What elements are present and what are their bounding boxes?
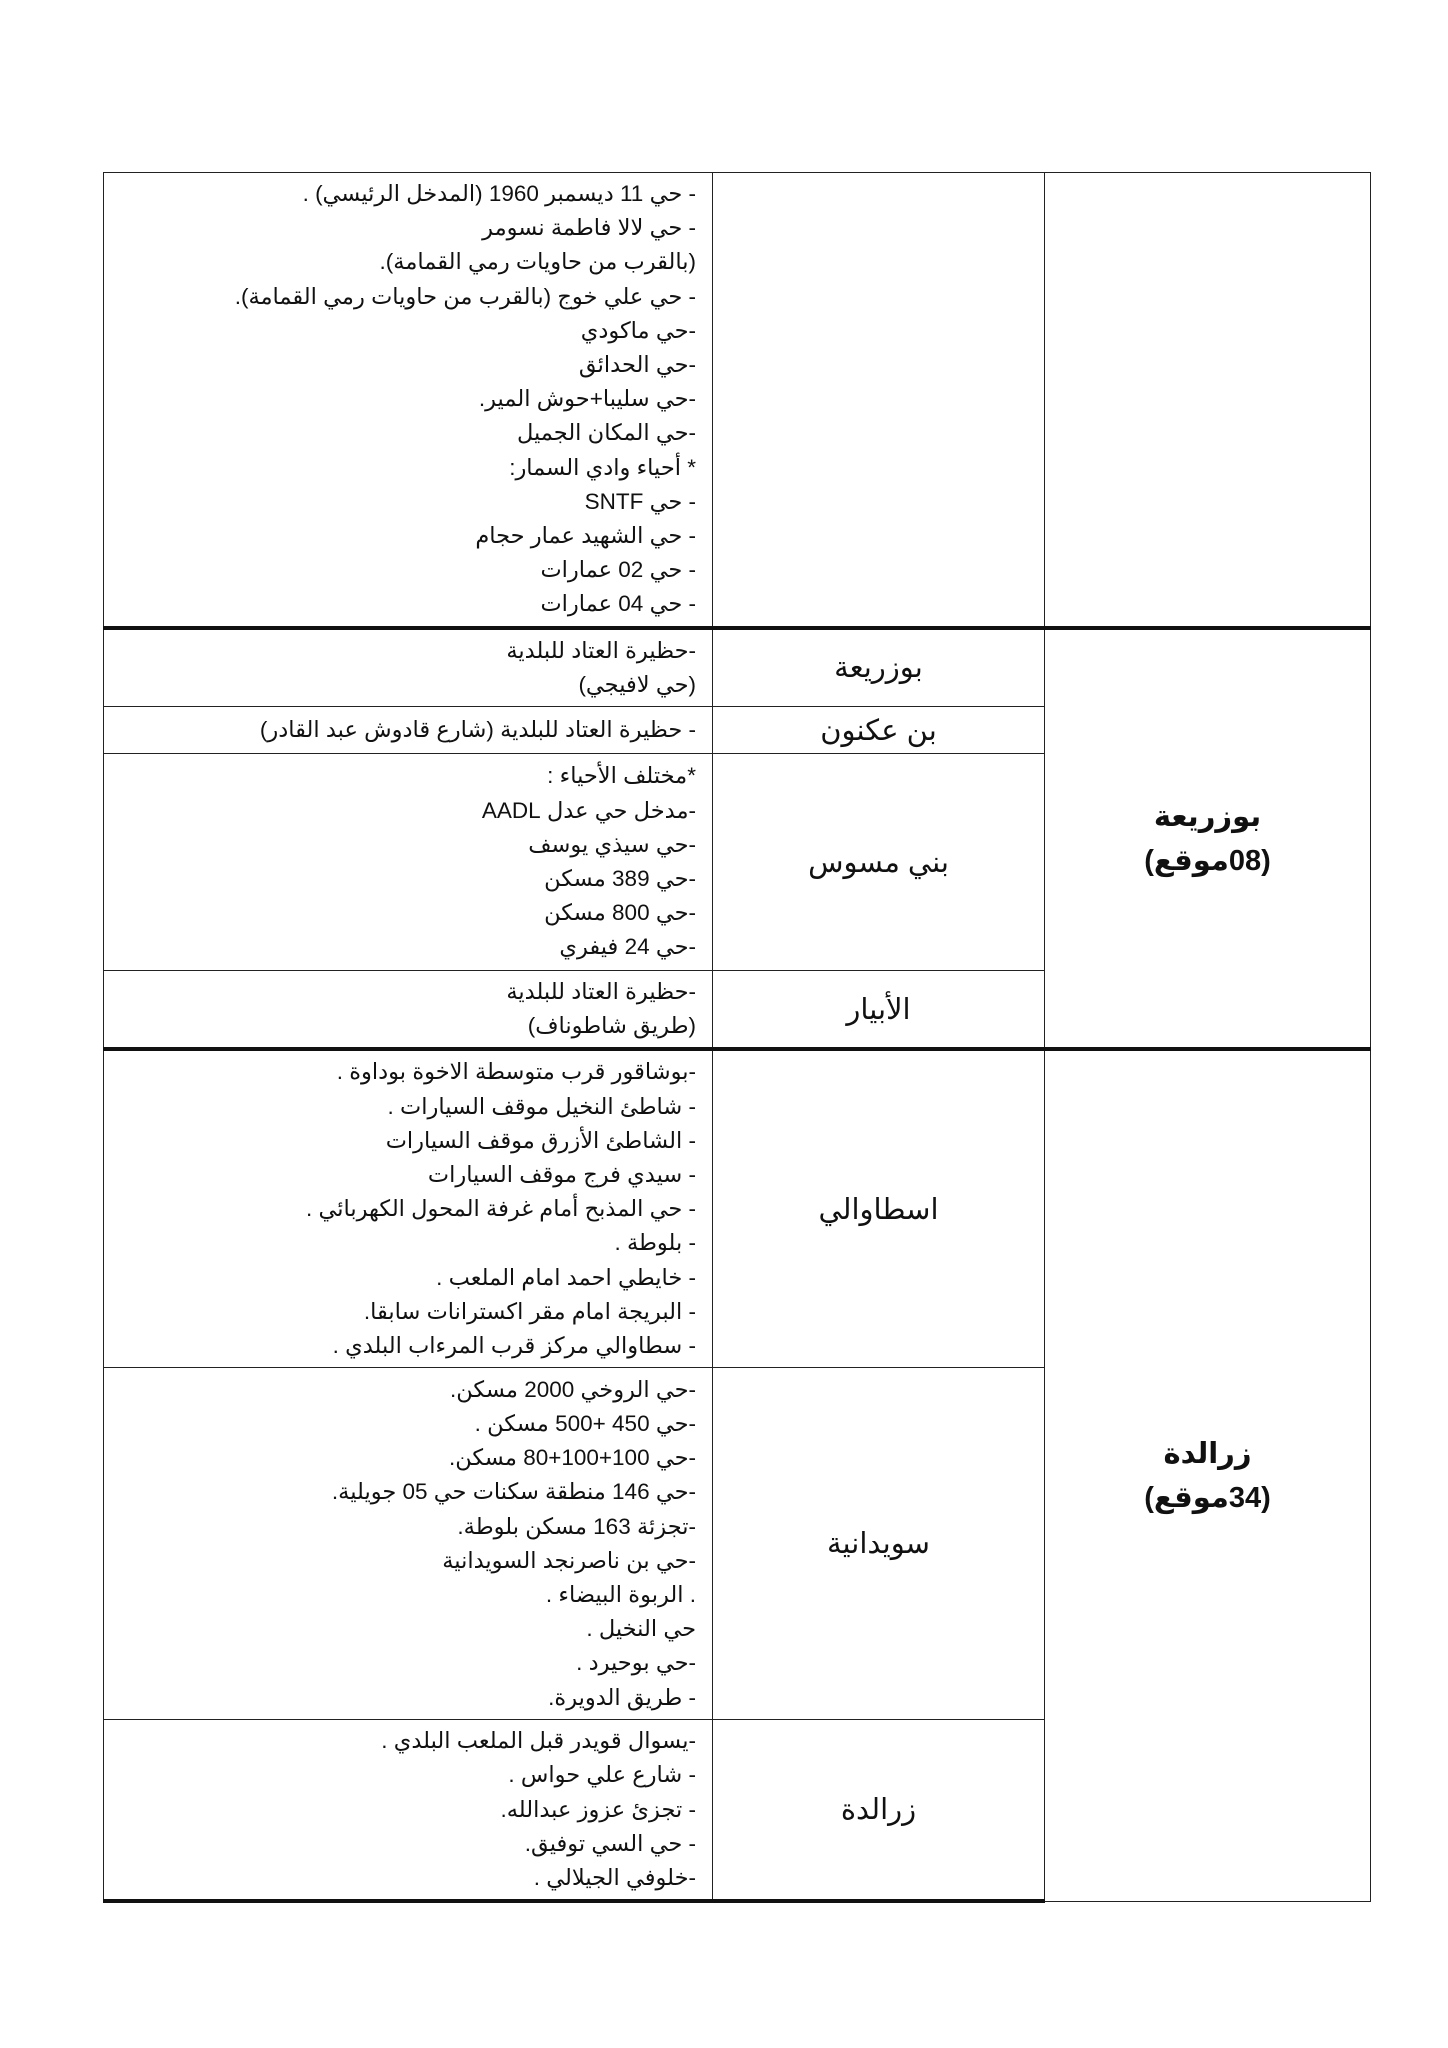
site-item: - حي الشهيد عمار حجام bbox=[475, 523, 696, 549]
site-item: -حي المكان الجميل bbox=[516, 420, 696, 446]
site-item: (طريق شاطوناف) bbox=[527, 1013, 696, 1039]
department-cell bbox=[1045, 628, 1371, 1050]
site-item: - شاطئ النخيل موقف السيارات . bbox=[387, 1093, 696, 1119]
site-item: - خايطي احمد امام الملعب . bbox=[436, 1264, 696, 1290]
site-item: - الشاطئ الأزرق موقف السيارات bbox=[385, 1127, 696, 1153]
site-item: -حي الحدائق bbox=[578, 352, 696, 378]
site-item: *مختلف الأحياء : bbox=[547, 763, 696, 789]
table-row bbox=[104, 173, 1371, 628]
site-item: -حي 24 فيفري bbox=[559, 934, 696, 960]
site-item: - شارع علي حواس . bbox=[508, 1762, 696, 1788]
site-item: . الربوة البيضاء . bbox=[545, 1581, 696, 1607]
site-item: -حي 389 مسكن bbox=[544, 866, 696, 892]
sites-cell bbox=[104, 971, 713, 1050]
site-item: - حي المذبح أمام غرفة المحول الكهربائي . bbox=[305, 1196, 696, 1222]
commune-cell: سويدانية bbox=[713, 1368, 1045, 1720]
site-item: -مدخل حي عدل AADL bbox=[481, 797, 696, 823]
site-item: -حي سليبا+حوش المير. bbox=[478, 386, 696, 412]
site-item: -حظيرة العتاد للبلدية bbox=[506, 637, 696, 663]
site-item: (حي لافيجي) bbox=[578, 671, 696, 697]
table-row bbox=[104, 1049, 1371, 1367]
site-item: -حي 800 مسكن bbox=[544, 900, 696, 926]
department-cell bbox=[1045, 173, 1371, 628]
site-item: - حي لالا فاطمة نسومر bbox=[482, 215, 696, 241]
sites-cell bbox=[104, 1720, 713, 1902]
site-item: - البريجة امام مقر اكسترانات سابقا. bbox=[363, 1298, 696, 1324]
commune-cell: اسطاوالي bbox=[713, 1049, 1045, 1367]
site-item: -حي بوحيرد . bbox=[576, 1650, 696, 1676]
site-item: -حي 146 منطقة سكنات حي 05 جويلية. bbox=[331, 1479, 696, 1505]
site-item: (بالقرب من حاويات رمي القمامة). bbox=[379, 249, 696, 275]
department-count: (34موقع) bbox=[1144, 1482, 1271, 1515]
site-item: حي النخيل . bbox=[586, 1616, 696, 1642]
sites-table-body bbox=[104, 173, 1371, 1902]
commune-cell: زرالدة bbox=[713, 1720, 1045, 1902]
sites-cell bbox=[104, 628, 713, 707]
sites-cell bbox=[104, 1049, 713, 1367]
site-item: -حي 100+100+80 مسكن. bbox=[449, 1445, 696, 1471]
site-item: - حي 04 عمارات bbox=[540, 591, 696, 617]
site-item: -خلوفي الجيلالي . bbox=[533, 1865, 696, 1891]
department-name: زرالدة bbox=[1163, 1438, 1252, 1471]
site-item: - سيدي فرج موقف السيارات bbox=[427, 1162, 696, 1188]
site-item: - حي علي خوج (بالقرب من حاويات رمي القمامة). bbox=[234, 283, 696, 309]
site-item: -حي الروخي 2000 مسكن. bbox=[450, 1376, 696, 1402]
site-item: -تجزئة 163 مسكن بلوطة. bbox=[457, 1513, 696, 1539]
site-item: - بلوطة . bbox=[614, 1230, 696, 1256]
site-item: -حي بن ناصرنجد السويدانية bbox=[442, 1547, 696, 1573]
site-item: - تجزئ عزوز عبدالله. bbox=[500, 1796, 696, 1822]
sites-cell bbox=[104, 173, 713, 628]
site-item: - حي السي توفيق. bbox=[524, 1830, 696, 1856]
site-item: - حي 11 ديسمبر 1960 (المدخل الرئيسي) . bbox=[302, 181, 696, 206]
commune-cell: بني مسوس bbox=[713, 754, 1045, 971]
site-item: - سطاوالي مركز قرب المرءاب البلدي . bbox=[332, 1333, 696, 1359]
table-row bbox=[104, 628, 1371, 707]
commune-cell: الأبيار bbox=[713, 971, 1045, 1050]
department-cell bbox=[1045, 1049, 1371, 1901]
department-count: (08موقع) bbox=[1144, 844, 1271, 877]
site-item: -حي سيذي يوسف bbox=[528, 831, 696, 857]
site-item: -حي ماكودي bbox=[580, 317, 696, 343]
site-item: -حي 450 +500 مسكن . bbox=[474, 1410, 696, 1436]
site-item: -حظيرة العتاد للبلدية bbox=[506, 979, 696, 1005]
sites-cell bbox=[104, 754, 713, 971]
site-item: - حظيرة العتاد للبلدية (شارع قادوش عبد القادر) bbox=[259, 716, 696, 742]
sites-cell bbox=[104, 1368, 713, 1720]
site-item: - حي 02 عمارات bbox=[540, 557, 696, 583]
site-item: - حي SNTF bbox=[584, 488, 696, 514]
site-item: -يسوال قويدر قبل الملعب البلدي . bbox=[381, 1728, 696, 1754]
department-name: بوزريعة bbox=[1153, 800, 1262, 833]
sites-table bbox=[103, 172, 1371, 1903]
commune-cell: بوزريعة bbox=[713, 628, 1045, 707]
commune-cell bbox=[713, 173, 1045, 628]
site-item: * أحياء وادي السمار: bbox=[509, 454, 696, 480]
sites-cell bbox=[104, 707, 713, 754]
site-item: -بوشاقور قرب متوسطة الاخوة بوداوة . bbox=[336, 1059, 696, 1085]
commune-cell: بن عكنون bbox=[713, 707, 1045, 754]
site-item: - طريق الدويرة. bbox=[548, 1684, 696, 1710]
